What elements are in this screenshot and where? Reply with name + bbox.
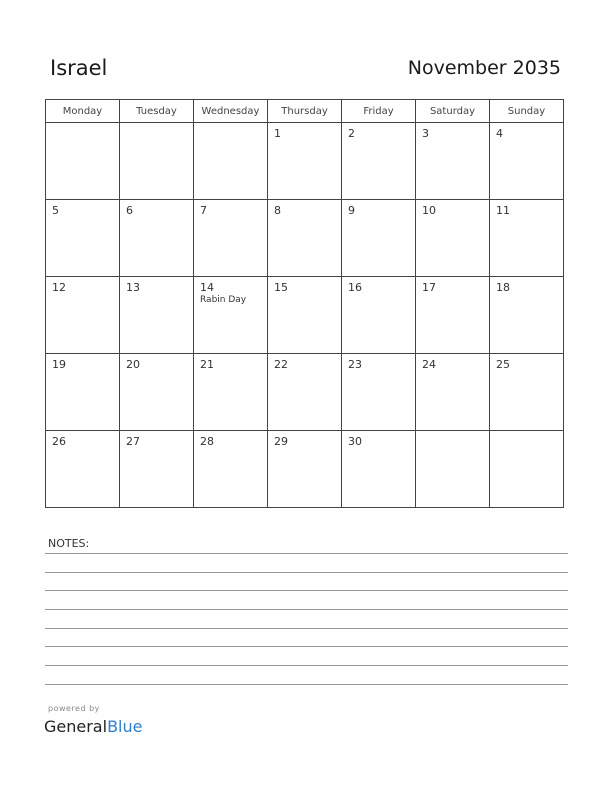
day-cell	[268, 277, 342, 354]
day-number: 2	[348, 127, 355, 140]
day-number: 17	[422, 281, 436, 294]
weekday-sunday: Sunday	[490, 100, 564, 123]
day-cell	[46, 354, 120, 431]
note-line	[45, 628, 568, 629]
note-line	[45, 572, 568, 573]
day-cell	[416, 200, 490, 277]
day-cell	[342, 123, 416, 200]
day-cell	[416, 354, 490, 431]
note-line	[45, 590, 568, 591]
day-number: 20	[126, 358, 140, 371]
weekday-header-row	[46, 100, 564, 123]
calendar-grid	[45, 99, 564, 508]
day-cell	[46, 277, 120, 354]
note-line	[45, 665, 568, 666]
day-number: 5	[52, 204, 59, 217]
day-cell	[342, 431, 416, 508]
day-cell	[268, 431, 342, 508]
weekday-tuesday: Tuesday	[120, 100, 194, 123]
day-cell	[490, 277, 564, 354]
day-cell	[490, 431, 564, 508]
day-cell	[194, 123, 268, 200]
day-number	[490, 431, 563, 435]
day-cell	[490, 123, 564, 200]
generalblue-logo	[44, 717, 142, 736]
powered-by-text: powered by	[48, 704, 100, 713]
day-number	[120, 123, 193, 127]
day-number	[416, 431, 489, 435]
day-number	[194, 123, 267, 127]
day-number: 24	[422, 358, 436, 371]
day-cell	[120, 200, 194, 277]
day-cell	[120, 431, 194, 508]
day-cell	[46, 123, 120, 200]
day-number: 9	[348, 204, 355, 217]
day-number: 10	[422, 204, 436, 217]
note-line	[45, 684, 568, 685]
brand-general-text: General	[44, 717, 108, 736]
day-number: 14	[200, 281, 214, 294]
day-number: 25	[496, 358, 510, 371]
day-number: 3	[422, 127, 429, 140]
day-cell	[194, 354, 268, 431]
day-cell	[490, 354, 564, 431]
day-number	[46, 123, 119, 127]
country-title: Israel	[50, 56, 108, 80]
day-number: 12	[52, 281, 66, 294]
week-row	[46, 200, 564, 277]
day-number: 22	[274, 358, 288, 371]
note-line	[45, 646, 568, 647]
day-number: 11	[496, 204, 510, 217]
notes-label: NOTES:	[48, 537, 90, 550]
day-number: 19	[52, 358, 66, 371]
day-number: 29	[274, 435, 288, 448]
day-number: 27	[126, 435, 140, 448]
day-cell	[490, 200, 564, 277]
day-cell	[46, 431, 120, 508]
week-row	[46, 123, 564, 200]
weekday-saturday: Saturday	[416, 100, 490, 123]
day-cell	[120, 277, 194, 354]
week-row	[46, 354, 564, 431]
day-number: 21	[200, 358, 214, 371]
weekday-friday: Friday	[342, 100, 416, 123]
weekday-wednesday: Wednesday	[194, 100, 268, 123]
note-line	[45, 609, 568, 610]
day-cell	[194, 200, 268, 277]
day-number: 7	[200, 204, 207, 217]
day-cell	[120, 123, 194, 200]
day-number: 26	[52, 435, 66, 448]
day-cell	[120, 354, 194, 431]
week-row	[46, 277, 564, 354]
day-number: 13	[126, 281, 140, 294]
day-number: 6	[126, 204, 133, 217]
day-cell	[342, 354, 416, 431]
day-number: 16	[348, 281, 362, 294]
day-cell	[342, 200, 416, 277]
note-line	[45, 553, 568, 554]
month-year-title: November 2035	[407, 57, 561, 79]
day-cell	[342, 277, 416, 354]
day-cell	[194, 431, 268, 508]
day-number: 23	[348, 358, 362, 371]
week-row	[46, 431, 564, 508]
day-number: 28	[200, 435, 214, 448]
day-cell	[268, 123, 342, 200]
day-number: 1	[274, 127, 281, 140]
weekday-monday: Monday	[46, 100, 120, 123]
day-number: 8	[274, 204, 281, 217]
day-cell	[416, 277, 490, 354]
day-cell	[416, 123, 490, 200]
day-number: 30	[348, 435, 362, 448]
day-cell	[416, 431, 490, 508]
day-number: 18	[496, 281, 510, 294]
day-number: 4	[496, 127, 503, 140]
day-cell	[194, 277, 268, 354]
holiday-label: Rabin Day	[200, 295, 247, 305]
day-cell	[46, 200, 120, 277]
day-cell	[268, 354, 342, 431]
day-cell	[268, 200, 342, 277]
weekday-thursday: Thursday	[268, 100, 342, 123]
day-number: 15	[274, 281, 288, 294]
brand-blue-text: Blue	[107, 717, 143, 736]
